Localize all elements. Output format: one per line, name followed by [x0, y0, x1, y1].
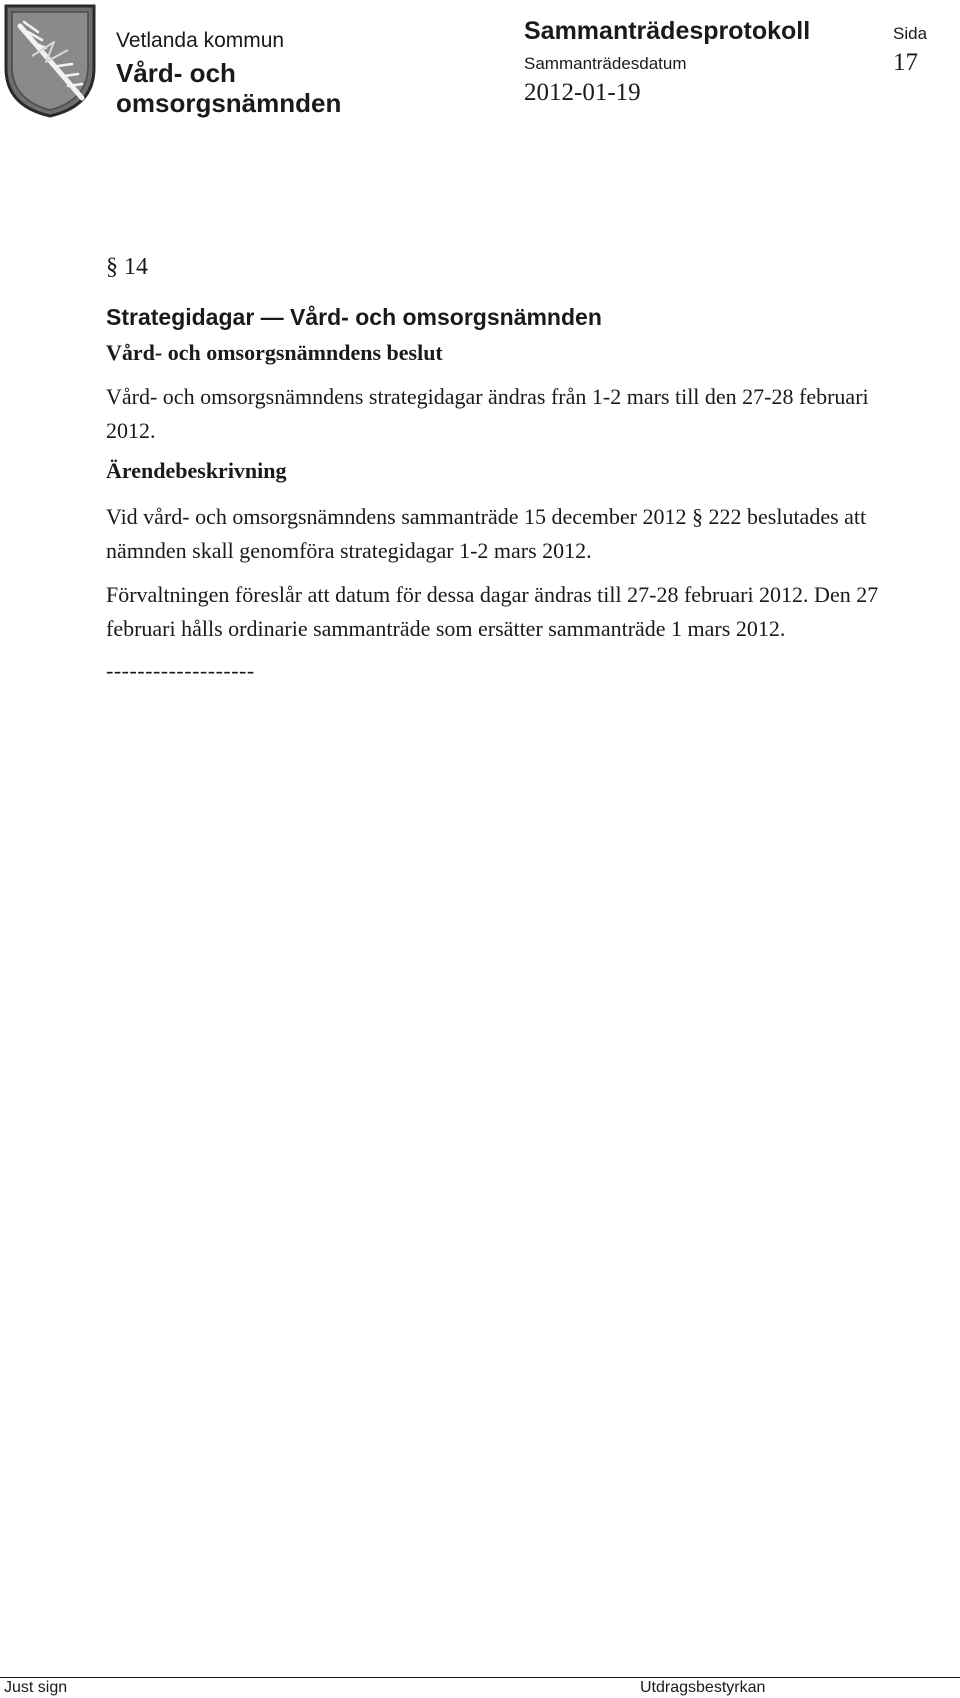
description-paragraph: Förvaltningen föreslår att datum för dessa dagar ändras till 27-28 februari 2012. Den 27 februari hålls ordinarie sammanträde som ersätter sammanträde 1 mars 2012.	[106, 582, 879, 641]
meeting-date-label: Sammanträdesdatum	[524, 54, 687, 73]
description-heading: Ärendebeskrivning	[106, 458, 287, 483]
matter-title: Strategidagar — Vård- och omsorgsnämnden	[106, 304, 602, 330]
decision-heading: Vård- och omsorgsnämndens beslut	[106, 340, 443, 365]
protocol-content	[106, 252, 906, 686]
description-paragraph: Vid vård- och omsorgsnämndens sammanträde 15 december 2012 § 222 beslutades att nämnden skall genomföra strategidagar 1-2 mars 2012.	[106, 504, 867, 563]
decision-text: Vård- och omsorgsnämndens strategidagar ändras från 1-2 mars till den 27-28 februari 2012.	[106, 384, 869, 443]
paragraph-number: § 14	[106, 254, 148, 280]
meeting-date-value: 2012-01-19	[524, 79, 641, 106]
signature-label: Just sign	[4, 1679, 68, 1696]
committee-name-line1: Vård- och	[116, 58, 236, 88]
page-label: Sida	[893, 24, 928, 43]
organization-block	[116, 28, 456, 118]
committee-name-line2: omsorgsnämnden	[116, 88, 342, 118]
municipal-coat-of-arms-icon	[2, 2, 98, 120]
document-type: Sammanträdesprotokoll	[524, 17, 811, 45]
section-separator: -------------------	[106, 658, 255, 683]
page-number: 17	[893, 49, 918, 76]
municipality-name: Vetlanda kommun	[116, 29, 285, 52]
extract-certification-label: Utdragsbestyrkan	[640, 1679, 766, 1696]
footer-divider	[0, 1677, 960, 1678]
